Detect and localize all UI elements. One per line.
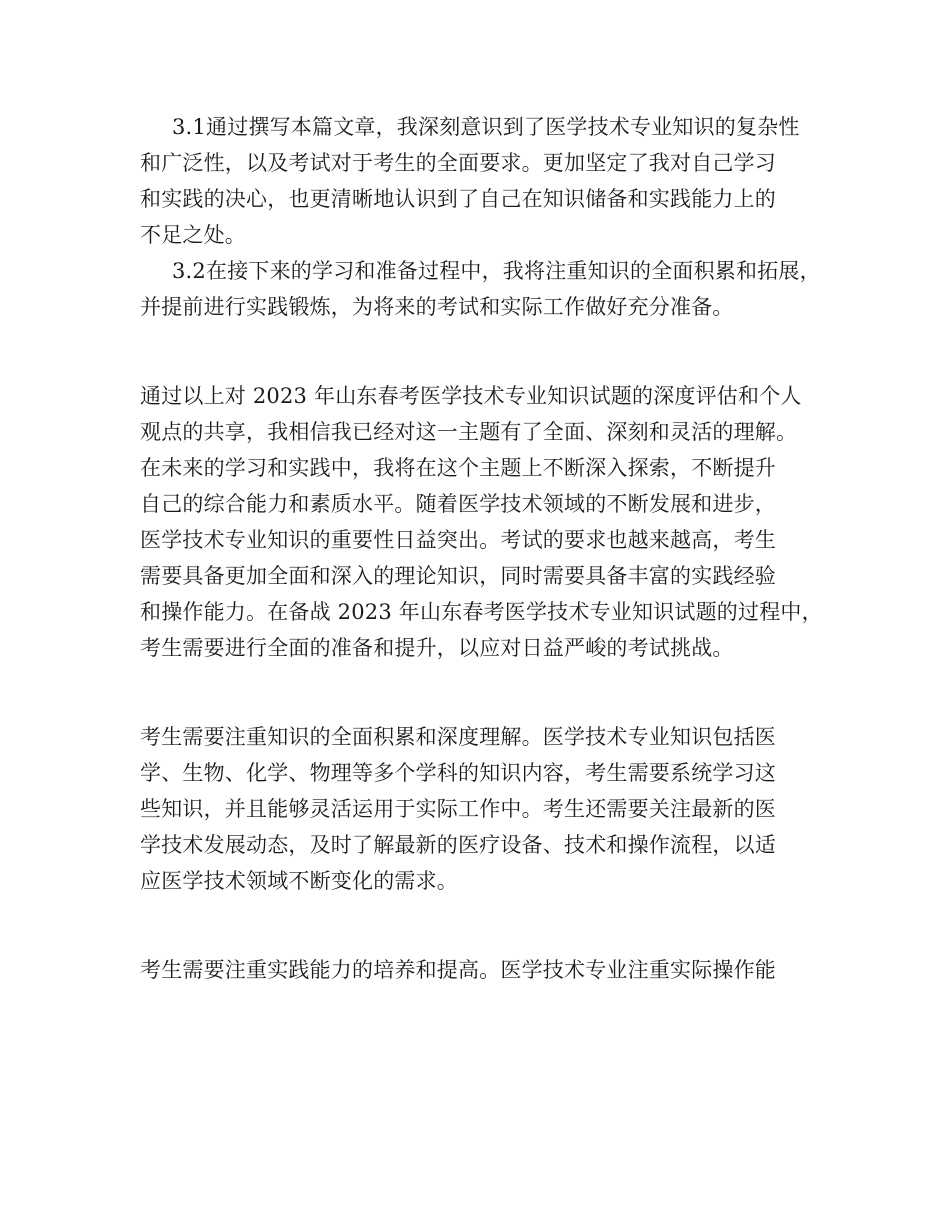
- paragraph-3-2-line-1: 3.2在接下来的学习和准备过程中，我将注重知识的全面积累和拓展，: [172, 259, 821, 283]
- paragraph-knowledge-line-1: 考生需要注重知识的全面积累和深度理解。医学技术专业知识包括医: [140, 725, 776, 749]
- paragraph-knowledge-line-2: 学、生物、化学、物理等多个学科的知识内容，考生需要系统学习这: [140, 761, 776, 785]
- paragraph-summary-line-5: 医学技术专业知识的重要性日益突出。考试的要求也越来越高，考生: [140, 528, 776, 552]
- paragraph-summary-line-4: 自己的综合能力和素质水平。随着医学技术领域的不断发展和进步，: [140, 492, 776, 516]
- paragraph-practice-line-1: 考生需要注重实践能力的培养和提高。医学技术专业注重实际操作能: [140, 958, 776, 982]
- paragraph-3-2-line-2: 并提前进行实践锻炼，为将来的考试和实际工作做好充分准备。: [140, 295, 734, 319]
- paragraph-summary-line-7: 和操作能力。在备战 2023 年山东春考医学技术专业知识试题的过程中，: [140, 600, 823, 624]
- paragraph-summary-line-3: 在未来的学习和实践中，我将在这个主题上不断深入探索，不断提升: [140, 456, 776, 480]
- paragraph-knowledge-line-3: 些知识，并且能够灵活运用于实际工作中。考生还需要关注最新的医: [140, 797, 776, 821]
- paragraph-summary-line-1: 通过以上对 2023 年山东春考医学技术专业知识试题的深度评估和个人: [140, 384, 802, 408]
- paragraph-3-1-line-1: 3.1通过撰写本篇文章，我深刻意识到了医学技术专业知识的复杂性: [172, 115, 800, 139]
- paragraph-summary-line-2: 观点的共享，我相信我已经对这一主题有了全面、深刻和灵活的理解。: [140, 420, 798, 444]
- paragraph-3-1-line-4: 不足之处。: [140, 223, 246, 247]
- paragraph-summary-line-6: 需要具备更加全面和深入的理论知识，同时需要具备丰富的实践经验: [140, 564, 776, 588]
- paragraph-3-1-line-2: 和广泛性，以及考试对于考生的全面要求。更加坚定了我对自己学习: [140, 151, 776, 175]
- paragraph-3-1-line-3: 和实践的决心，也更清晰地认识到了自己在知识储备和实践能力上的: [140, 187, 776, 211]
- paragraph-knowledge-line-4: 学技术发展动态，及时了解最新的医疗设备、技术和操作流程，以适: [140, 833, 776, 857]
- paragraph-summary-line-8: 考生需要进行全面的准备和提升，以应对日益严峻的考试挑战。: [140, 636, 734, 660]
- paragraph-knowledge-line-5: 应医学技术领域不断变化的需求。: [140, 869, 458, 893]
